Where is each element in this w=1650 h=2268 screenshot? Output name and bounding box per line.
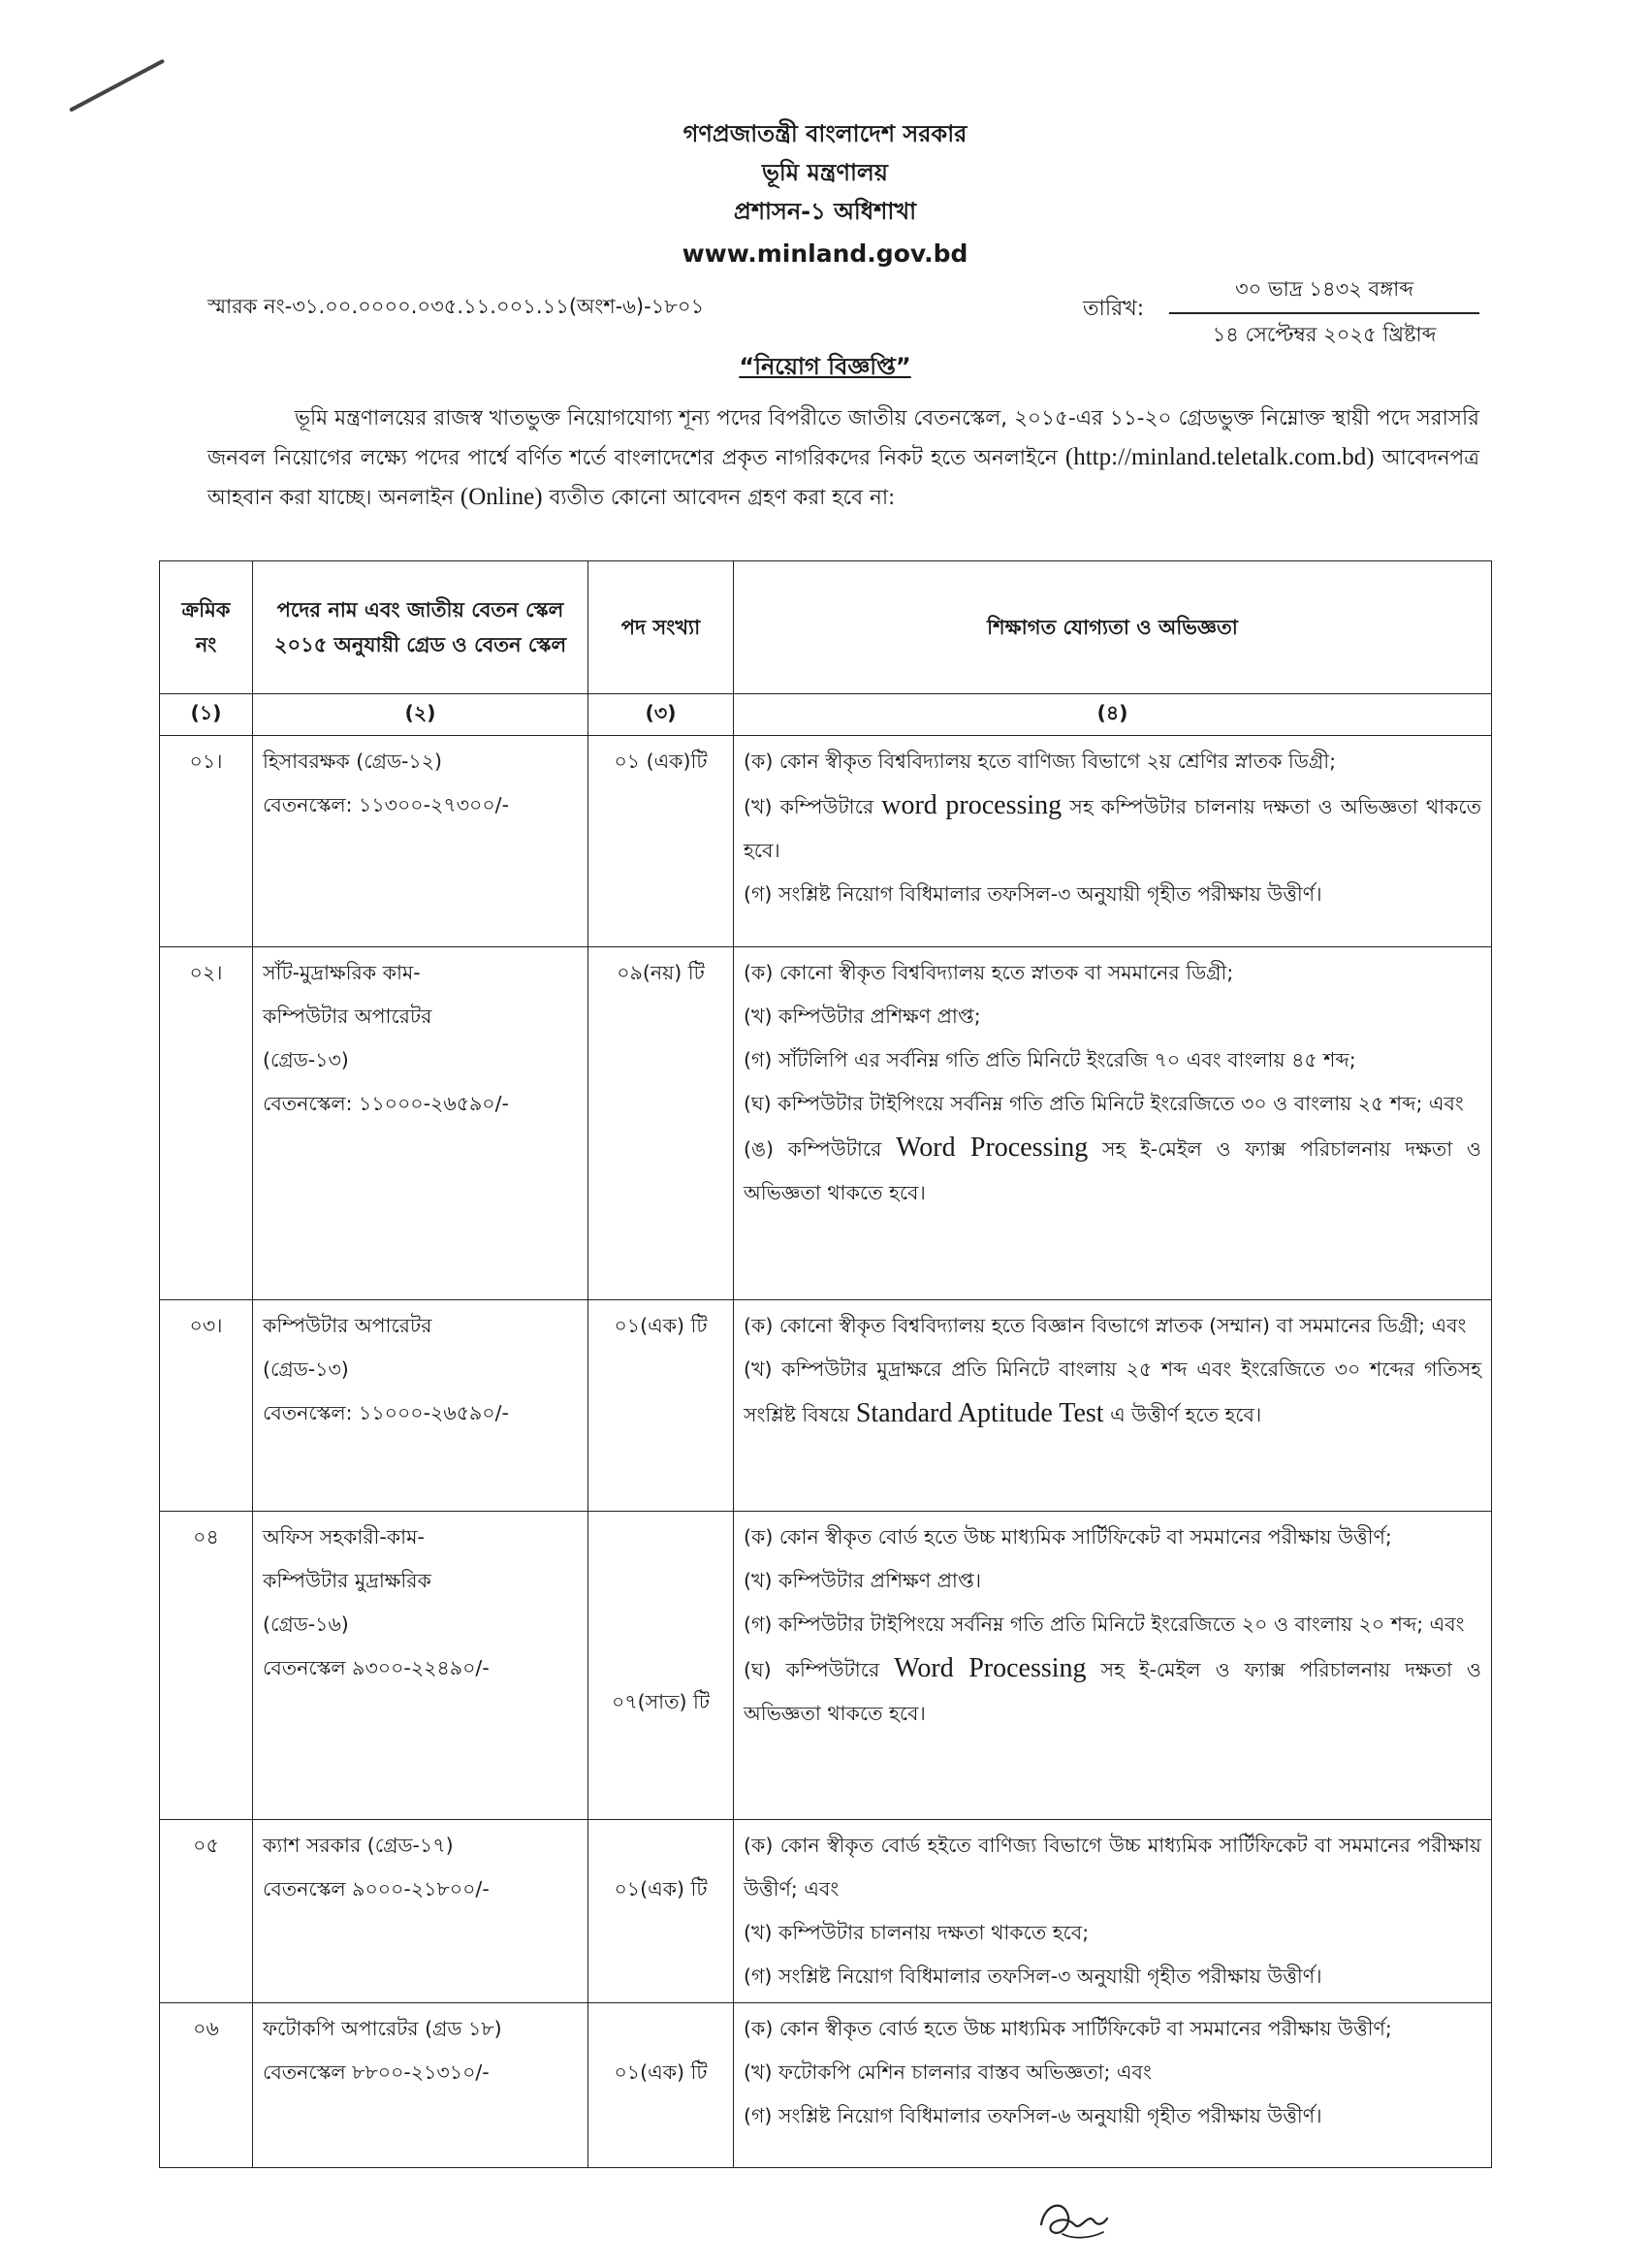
- scan-pen-mark: [69, 59, 165, 112]
- qualification-item: (গ) সংশ্লিষ্ট নিয়োগ বিধিমালার তফসিল-৩ অনুযায়ী গৃহীত পরীক্ষায় উত্তীর্ণ।: [744, 1965, 1322, 1988]
- government-name: গণপ্রজাতন্ত্রী বাংলাদেশ সরকার: [682, 120, 968, 147]
- table-row: [160, 2003, 1492, 2168]
- post-count: ০৭(সাত) টি: [611, 1690, 711, 1713]
- post-line: বেতনস্কেল: ১১০০০-২৬৫৯০/-: [263, 1092, 509, 1115]
- notice-title-text: “নিয়োগ বিজ্ঞপ্তি”: [739, 353, 911, 380]
- header-count: পদ সংখ্যা: [588, 561, 734, 694]
- row-count: [588, 1300, 734, 1512]
- intro-paragraph: [207, 399, 1479, 518]
- qualification-item: (ক) কোনো স্বীকৃত বিশ্ববিদ্যালয় হতে বিজ্ঞান বিভাগে স্নাতক (সম্মান) বা সমমানের ডিগ্রী; এবং: [744, 1314, 1467, 1337]
- qualification-item: (ক) কোন স্বীকৃত বোর্ড হতে উচ্চ মাধ্যমিক সার্টিফিকেট বা সমমানের পরীক্ষায় উত্তীর্ণ;: [744, 1525, 1392, 1549]
- column-number: (৩): [588, 694, 734, 736]
- intro-text-1: ভূমি মন্ত্রণালয়ের রাজস্ব খাতভুক্ত নিয়োগযোগ্য শূন্য পদের বিপরীতে জাতীয় বেতনস্কেল, ২০১৫-এর ১১-২০ গ্রেডভুক্ত নিম্নোক্ত স্থায়ী পদে সরাসরি জনবল নিয়োগের লক্ষ্যে পদের পার্শ্বে বর্ণিত শর্তে বাংলাদেশের প্রকৃত নাগরিকদের নিকট হতে অনলাইনে: [207, 406, 1479, 470]
- qualification-item: (গ) সংশ্লিষ্ট নিয়োগ বিধিমালার তফসিল-৩ অনুযায়ী গৃহীত পরীক্ষায় উত্তীর্ণ।: [744, 882, 1322, 906]
- qualification-item: (খ) কম্পিউটার প্রশিক্ষণ প্রাপ্ত;: [744, 1005, 981, 1028]
- date-bangla: ৩০ ভাদ্র ১৪৩২ বঙ্গাব্দ: [1169, 272, 1479, 314]
- table-body: [160, 736, 1492, 2168]
- post-line: বেতনস্কেল: ১১৩০০-২৭৩০০/-: [263, 793, 509, 816]
- qualification-item: (খ) কম্পিউটার প্রশিক্ষণ প্রাপ্ত।: [744, 1569, 982, 1592]
- row-count: [588, 1820, 734, 2003]
- row-serial: ০৫: [160, 1820, 253, 2003]
- intro-text-2: আবেদনপত্র আহবান করা যাচ্ছে। অনলাইন: [207, 446, 1479, 510]
- qualification-item: (খ) কম্পিউটার চালনায় দক্ষতা থাকতে হবে;: [744, 1921, 1090, 1944]
- row-count: [588, 1512, 734, 1820]
- qualification-item: (ঙ) কম্পিউটারে Word Processing সহ ই-মেইল ও ফ্যাক্স পরিচালনায় দক্ষতা ও অভিজ্ঞতা থাকতে হবে।: [744, 1133, 1481, 1204]
- post-line: কম্পিউটার অপারেটর: [263, 1005, 432, 1028]
- ministry-name: ভূমি মন্ত্রণালয়: [762, 159, 888, 186]
- row-post: [253, 1300, 588, 1512]
- section-name: প্রশাসন-১ অধিশাখা: [733, 198, 917, 225]
- post-line: (গ্রেড-১৬): [263, 1613, 349, 1636]
- website: www.minland.gov.bd: [682, 240, 968, 268]
- qualification-item: (ক) কোন স্বীকৃত বোর্ড হইতে বাণিজ্য বিভাগে উচ্চ মাধ্যমিক সার্টিফিকেট বা সমমানের পরীক্ষায় উত্তীর্ণ; এবং: [744, 1834, 1481, 1901]
- row-qualifications: [734, 2003, 1492, 2168]
- post-line: বেতনস্কেল: ১১০০০-২৬৫৯০/-: [263, 1401, 509, 1424]
- post-line: (গ্রেড-১৩): [263, 1358, 349, 1381]
- row-serial: ০২।: [160, 947, 253, 1300]
- qualification-item: (খ) কম্পিউটারে word processing সহ কম্পিউটার চালনায় দক্ষতা ও অভিজ্ঞতা থাকতে হবে।: [744, 790, 1482, 862]
- row-post: [253, 736, 588, 947]
- memo-number: স্মারক নং-৩১.০০.০০০০.০৩৫.১১.০০১.১১(অংশ-৬)-১৮০১: [207, 295, 705, 318]
- date-english: ১৪ সেপ্টেম্বর ২০২৫ খ্রিষ্টাব্দ: [1212, 323, 1437, 346]
- intro-online: (Online): [460, 484, 543, 510]
- post-count: ০১(এক) টি: [614, 1314, 708, 1337]
- column-number: (২): [253, 694, 588, 736]
- table-row: [160, 1300, 1492, 1512]
- header-serial: ক্রমিক নং: [160, 561, 253, 694]
- qualification-item: (গ) সাঁটলিপি এর সর্বনিম্ন গতি প্রতি মিনিটে ইংরেজি ৭০ এবং বাংলায় ৪৫ শব্দ;: [744, 1048, 1356, 1071]
- header-post: পদের নাম এবং জাতীয় বেতন স্কেল ২০১৫ অনুযায়ী গ্রেড ও বেতন স্কেল: [253, 561, 588, 694]
- table-row: [160, 736, 1492, 947]
- table-row: [160, 1820, 1492, 2003]
- row-count: [588, 947, 734, 1300]
- post-count: ০১ (এক)টি: [614, 750, 708, 773]
- column-number: (৪): [734, 694, 1492, 736]
- qualification-item: (খ) ফটোকপি মেশিন চালনার বাস্তব অভিজ্ঞতা; এবং: [744, 2060, 1152, 2084]
- notice-title: [0, 349, 1650, 388]
- row-serial: ০৬: [160, 2003, 253, 2168]
- qualification-item: (ক) কোন স্বীকৃত বোর্ড হতে উচ্চ মাধ্যমিক সার্টিফিকেট বা সমমানের পরীক্ষায় উত্তীর্ণ;: [744, 2017, 1392, 2040]
- column-number: (১): [160, 694, 253, 736]
- letterhead: [0, 114, 1650, 277]
- row-post: [253, 1512, 588, 1820]
- row-qualifications: [734, 1512, 1492, 1820]
- row-count: [588, 736, 734, 947]
- row-serial: ০৩।: [160, 1300, 253, 1512]
- post-count: ০১(এক) টি: [614, 1877, 708, 1901]
- intro-url: (http://minland.teletalk.com.bd): [1064, 444, 1375, 470]
- table-row: [160, 1512, 1492, 1820]
- post-line: ফটোকপি অপারেটর (গ্রড ১৮): [263, 2017, 502, 2040]
- row-serial: ০৪: [160, 1512, 253, 1820]
- post-line: হিসাবরক্ষক (গ্রেড-১২): [263, 750, 443, 773]
- post-line: কম্পিউটার অপারেটর: [263, 1314, 432, 1337]
- row-count: [588, 2003, 734, 2168]
- row-serial: ০১।: [160, 736, 253, 947]
- qualification-item: (ঘ) কম্পিউটারে Word Processing সহ ই-মেইল ও ফ্যাক্স পরিচালনায় দক্ষতা ও অভিজ্ঞতা থাকতে হবে।: [744, 1653, 1481, 1725]
- post-line: সাঁট-মুদ্রাক্ষরিক কাম-: [263, 961, 421, 984]
- row-qualifications: [734, 947, 1492, 1300]
- column-number-row: [160, 694, 1492, 736]
- post-count: ০৯(নয়) টি: [617, 961, 705, 984]
- signature-mark: [1035, 2195, 1113, 2244]
- post-line: অফিস সহকারী-কাম-: [263, 1525, 425, 1549]
- post-count: ০১(এক) টি: [614, 2060, 708, 2084]
- row-post: [253, 2003, 588, 2168]
- post-line: বেতনস্কেল ৯৩০০-২২৪৯০/-: [263, 1656, 490, 1679]
- post-line: ক্যাশ সরকার (গ্রেড-১৭): [263, 1834, 454, 1857]
- row-qualifications: [734, 1300, 1492, 1512]
- row-post: [253, 947, 588, 1300]
- row-post: [253, 1820, 588, 2003]
- date-label: তারিখ:: [1083, 297, 1145, 321]
- post-line: বেতনস্কেল ৮৮০০-২১৩১০/-: [263, 2060, 490, 2084]
- table-row: [160, 947, 1492, 1300]
- qualification-item: (ক) কোনো স্বীকৃত বিশ্ববিদ্যালয় হতে স্নাতক বা সমমানের ডিগ্রী;: [744, 961, 1234, 984]
- posts-table: [159, 560, 1492, 2168]
- qualification-item: (গ) কম্পিউটার টাইপিংয়ে সর্বনিম্ন গতি প্রতি মিনিটে ইংরেজিতে ২০ ও বাংলায় ২০ শব্দ; এবং: [744, 1613, 1465, 1636]
- qualification-item: (ঘ) কম্পিউটার টাইপিংয়ে সর্বনিম্ন গতি প্রতি মিনিটে ইংরেজিতে ৩০ ও বাংলায় ২৫ শব্দ; এবং: [744, 1092, 1464, 1115]
- qualification-item: (খ) কম্পিউটার মুদ্রাক্ষরে প্রতি মিনিটে বাংলায় ২৫ শব্দ এবং ইংরেজিতে ৩০ শব্দের গতিসহ সংশ্লিষ্ট বিষয়ে Standard Aptitude Test এ উত্তীর্ণ হতে হবে।: [744, 1358, 1481, 1428]
- post-line: কম্পিউটার মুদ্রাক্ষরিক: [263, 1569, 431, 1592]
- post-line: বেতনস্কেল ৯০০০-২১৮০০/-: [263, 1877, 490, 1901]
- row-qualifications: [734, 736, 1492, 947]
- qualification-item: (গ) সংশ্লিষ্ট নিয়োগ বিধিমালার তফসিল-৬ অনুযায়ী গৃহীত পরীক্ষায় উত্তীর্ণ।: [744, 2104, 1322, 2127]
- qualification-item: (ক) কোন স্বীকৃত বিশ্ববিদ্যালয় হতে বাণিজ্য বিভাগে ২য় শ্রেণির স্নাতক ডিগ্রী;: [744, 750, 1337, 773]
- header-qualification: শিক্ষাগত যোগ্যতা ও অভিজ্ঞতা: [734, 561, 1492, 694]
- post-line: (গ্রেড-১৩): [263, 1048, 349, 1071]
- intro-text-3: ব্যতীত কোনো আবেদন গ্রহণ করা হবে না:: [549, 486, 896, 510]
- table-header-row: [160, 561, 1492, 694]
- row-qualifications: [734, 1820, 1492, 2003]
- date-block: [1169, 272, 1479, 353]
